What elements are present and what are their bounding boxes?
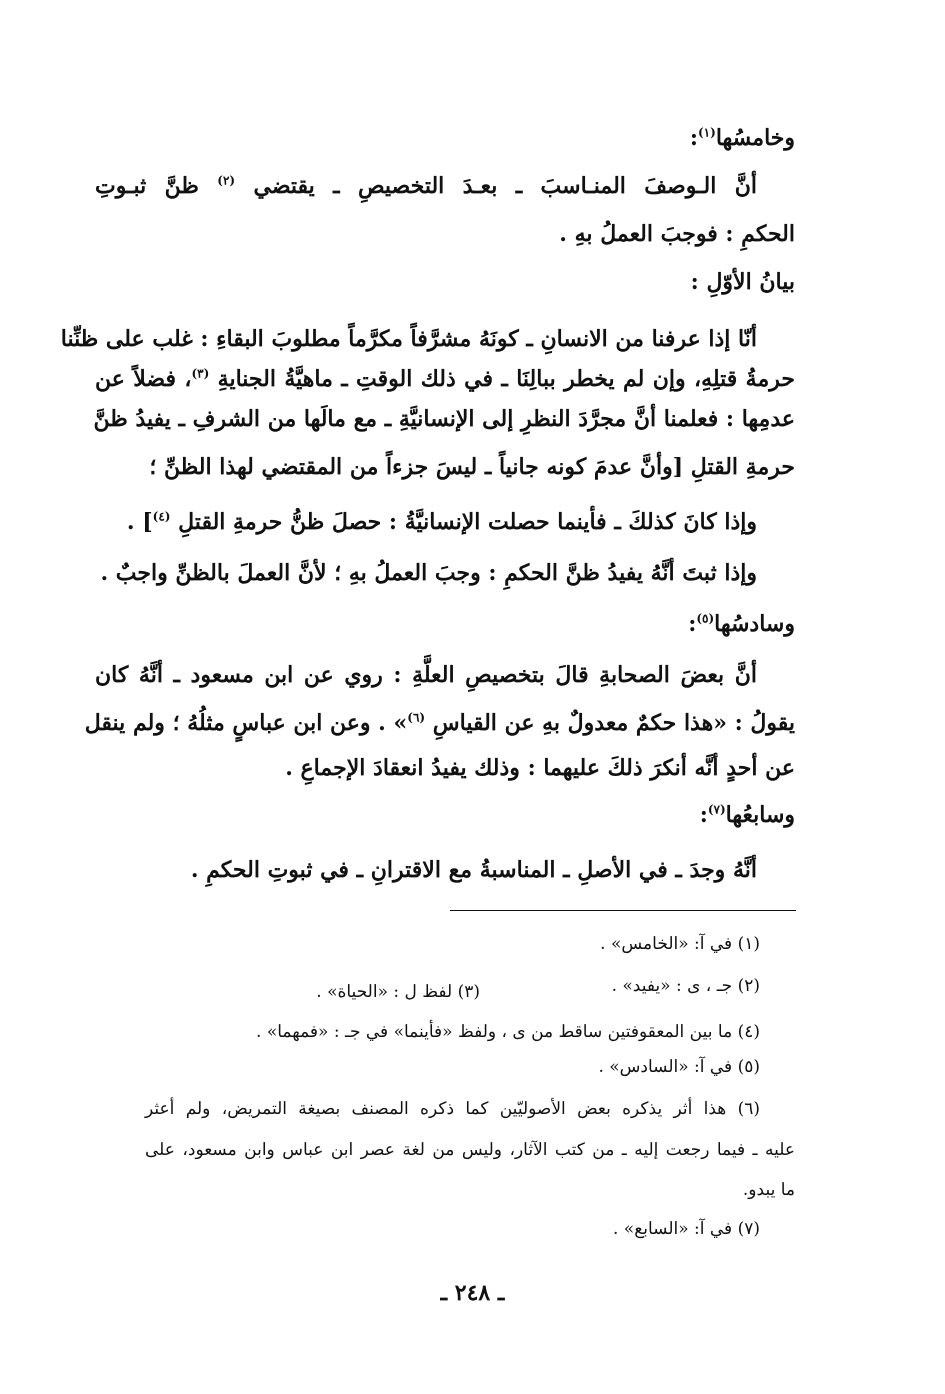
paragraph-line	[95, 507, 757, 537]
page-number: ـ ٢٤٨ ـ	[440, 1280, 505, 1306]
footnote-2: (٢) جـ ، ى : «يفيد» .	[611, 976, 760, 996]
paragraph-line: أنَّهُ وجدَ ـ في الأصلِ ـ المناسبةُ مع الاقترانِ ـ في ثبوتِ الحكمِ .	[190, 857, 757, 883]
paragraph-line: عن أحدٍ أنَّه أنكرَ ذلكَ عليهما : وذلك يفيدُ انعقادَ الإجماعِ .	[285, 755, 795, 781]
footnote-ref-3: (٣)	[191, 366, 210, 381]
footnote-3: (٣) لفظ ل : «الحياة» .	[316, 982, 480, 1002]
paragraph-line: الحكمِ : فوجبَ العملُ بهِ .	[559, 221, 795, 247]
text-span: وإذا كانَ كذلكَ ـ فأينما حصلت الإنسانيَّةُ : حصلَ ظنُّ حرمةِ القتلِ	[178, 509, 757, 535]
paragraph-line: وإذا ثبتَ أنَّهُ يفيدُ ظنَّ الحكمِ : وجبَ العملُ بهِ ؛ لأنَّ العملَ بالظنِّ واجبٌ .	[100, 560, 757, 586]
text-span: أنَّ الـوصفَ المنـاسبَ ـ بعـدَ التخصيصِ ـ يقتضي	[253, 173, 757, 199]
paragraph-line	[95, 364, 795, 394]
paragraph-line: عدمِها : فعلمنا أنَّ مجرَّدَ النظرِ إلى الإنسانيَّةِ ـ مع مالَها من الشرفِ ـ يفيدُ ظنَّ	[93, 406, 795, 432]
text-span: ، فضلاً عن	[95, 366, 192, 392]
paragraph-line: حرمةِ القتلِ [وأنَّ عدمَ كونه جانياً ـ ليسَ جزءاً من المقتضي لهذا الظنِّ ؛	[149, 454, 795, 480]
heading-seventh: وسابعُها$^{(٧)}$:	[699, 802, 795, 828]
text-span: ظنَّ ثبـوتِ	[95, 173, 199, 199]
text-span: » . وعن ابن عباسٍ مثلُهُ ؛ ولم ينقل	[84, 710, 408, 736]
footnote-1: (١) في آ: «الخامس» .	[600, 934, 760, 954]
heading-first-explanation: بيانُ الأوّلِ :	[690, 269, 795, 295]
footnote-7: (٧) في آ: «السابع» .	[612, 1219, 760, 1239]
footnote-4: (٤) ما بين المعقوفتين ساقط من ى ، ولفظ «فأينما» في جـ : «فمهما» .	[256, 1022, 760, 1042]
footnote-ref-4: (٤)	[152, 509, 171, 524]
paragraph-line	[84, 708, 795, 738]
heading-sixth-text: وسادسُها	[714, 611, 795, 637]
paragraph-line: أنّا إذا عرفنا من الانسانِ ـ كونَهُ مشرَّفاً مكرَّماً مطلوبَ البقاءِ : غلب على ظنِّنا	[60, 326, 757, 352]
footnote-6-line-3: ما يبدو.	[742, 1180, 795, 1200]
text-span: يقولُ : «هذا حكمٌ معدولٌ بهِ عن القياسِ	[432, 710, 795, 736]
footnote-5: (٥) في آ: «السادس» .	[598, 1057, 760, 1077]
text-span: حرمةُ قتلِهِ، وإن لم يخطر ببالِنَا ـ في ذلك الوقتِ ـ ماهيَّةُ الجنايةِ	[217, 366, 795, 392]
heading-fifth: وخامسُها$^{(١)}$:	[689, 125, 795, 151]
heading-sixth: وسادسُها$^{(٥)}$:	[688, 611, 795, 637]
footnote-separator	[450, 910, 796, 911]
footnote-ref-5: (٥)	[696, 611, 715, 626]
footnote-ref-2: (٢)	[217, 173, 236, 188]
footnote-ref-1: (١)	[697, 125, 716, 140]
footnote-6-line-1: (٦) هذا أثر يذكره بعض الأصوليّين كما ذكره المصنف بصيغة التمريض، ولم أعثر	[145, 1099, 760, 1119]
paragraph-line: أنَّ بعضَ الصحابةِ قالَ بتخصيصِ العلَّةِ : روي عن ابن مسعود ـ أنَّهُ كان	[95, 662, 757, 688]
footnote-ref-6: (٦)	[407, 710, 426, 725]
paragraph-line	[95, 171, 757, 201]
footnote-ref-7: (٧)	[707, 802, 726, 817]
heading-fifth-text: وخامسُها	[715, 125, 795, 151]
text-span: ] .	[126, 509, 153, 535]
heading-seventh-text: وسابعُها	[725, 802, 795, 828]
footnote-6-line-2: عليه ـ فيما رجعت إليه ـ من كتب الآثار، وليس من لغة عصر ابن عباس وابن مسعود، على	[145, 1140, 795, 1160]
